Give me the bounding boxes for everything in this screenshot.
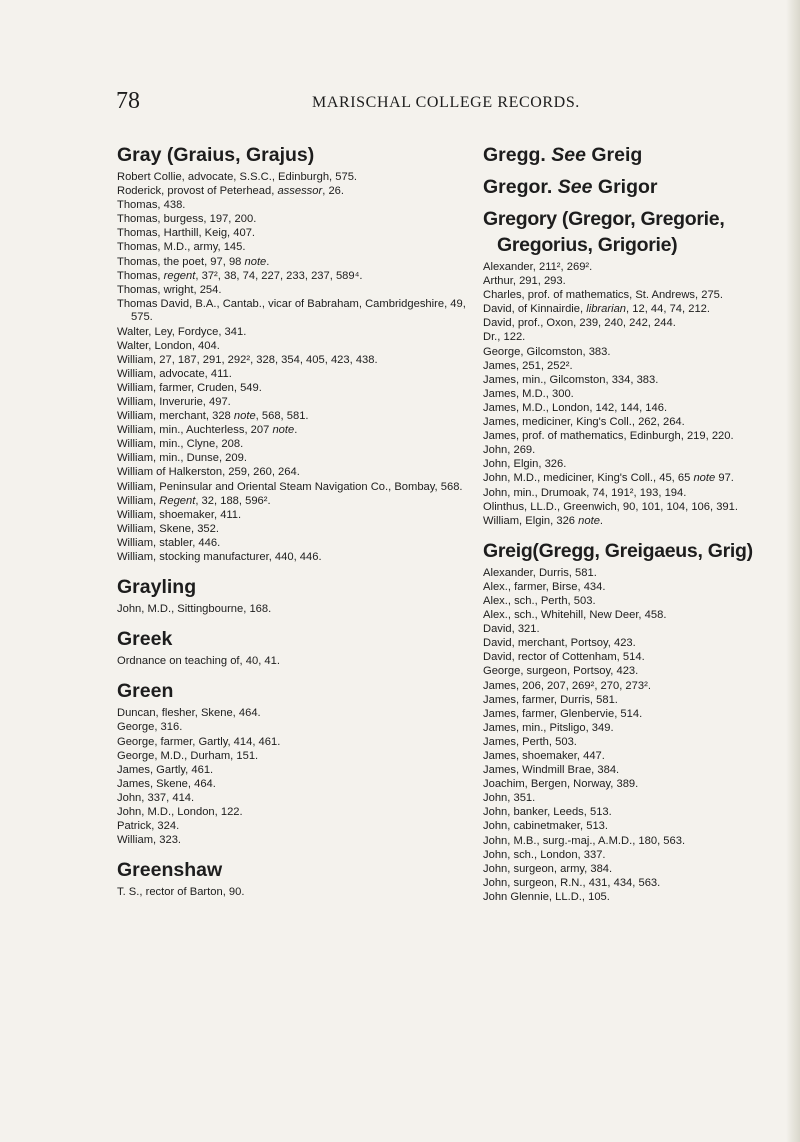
running-title: MARISCHAL COLLEGE RECORDS. — [312, 94, 580, 111]
list-item: Duncan, flesher, Skene, 464. — [117, 707, 261, 720]
list-item: John, 351. — [483, 792, 536, 805]
list-item: James, min., Pitsligo, 349. — [483, 721, 614, 734]
list-item: George, 316. — [117, 721, 183, 734]
list-item: Thomas, 438. — [117, 199, 186, 212]
heading-gray: Gray (Graius, Grajus) — [117, 144, 315, 166]
list-item: Thomas, M.D., army, 145. — [117, 241, 246, 254]
list-item: William, Skene, 352. — [117, 522, 219, 535]
heading-greenshaw: Greenshaw — [117, 859, 223, 882]
list-item: Thomas, wright, 254. — [117, 283, 222, 296]
list-item: James, shoemaker, 447. — [483, 750, 605, 762]
entry-text: William, merchant, 328 note, 568, 581. — [117, 410, 309, 423]
list-item — [117, 270, 473, 284]
entry-text: William, min., Auchterless, 207 note. — [117, 424, 298, 437]
heading-gregg-name: Gregg. — [483, 144, 546, 166]
list-item — [483, 515, 783, 529]
list-item: James, min., Gilcomston, 334, 383. — [483, 373, 659, 386]
list-item: John, 269. — [483, 444, 536, 457]
heading-greek: Greek — [117, 628, 173, 651]
entry-text: John, M.D., mediciner, King's Coll., 45, 65 note 97. — [483, 472, 734, 485]
list-item: William, Inverurie, 497. — [117, 396, 231, 408]
list-item: George, farmer, Gartly, 414, 461. — [117, 735, 281, 748]
greek-entries — [117, 655, 473, 669]
cross-reference: Greig — [591, 144, 643, 166]
heading-gregory — [483, 206, 783, 258]
list-item: George, Gilcomston, 383. — [483, 345, 611, 358]
list-item: John, cabinetmaker, 513. — [483, 820, 609, 833]
list-item — [117, 256, 473, 270]
list-item: John Glennie, LL.D., 105. — [483, 890, 610, 903]
list-item: James, 251, 252². — [483, 359, 573, 372]
list-item: David, prof., Oxon, 239, 240, 242, 244. — [483, 317, 676, 330]
list-item: David, merchant, Portsoy, 423. — [483, 637, 636, 650]
heading-green: Green — [117, 680, 174, 703]
list-item: John, min., Drumoak, 74, 191², 193, 194. — [483, 486, 687, 499]
list-item: James, M.D., London, 142, 144, 146. — [483, 401, 668, 414]
list-item: Charles, prof. of mathematics, St. Andrews, 275. — [483, 289, 724, 302]
list-item: William of Halkerston, 259, 260, 264. — [117, 466, 300, 479]
list-item — [117, 410, 473, 424]
list-item: William, advocate, 411. — [117, 367, 232, 380]
list-item: James, Gartly, 461. — [117, 763, 214, 776]
list-item: Alexander, 211², 269². — [483, 261, 593, 273]
greenshaw-entries — [117, 886, 473, 900]
list-item — [483, 472, 783, 486]
entry-text: Roderick, provost of Peterhead, assessor, 26. — [117, 185, 345, 198]
page-number: 78 — [116, 88, 140, 114]
heading-gregory-line2: Gregorius, Grigorie) — [497, 234, 678, 256]
list-item: John, Elgin, 326. — [483, 458, 567, 471]
list-item: Joachim, Bergen, Norway, 389. — [483, 778, 639, 791]
list-item: Alexander, Durris, 581. — [483, 566, 597, 579]
list-item: Thomas, burgess, 197, 200. — [117, 213, 257, 226]
list-item: David, rector of Cottenham, 514. — [483, 651, 645, 664]
entry-text: Thomas, regent, 37², 38, 74, 227, 233, 237, 589⁴. — [117, 269, 363, 282]
list-item: Patrick, 324. — [117, 820, 180, 833]
list-item — [117, 185, 473, 199]
entry-text: David, of Kinnairdie, librarian, 12, 44, 74, 212. — [483, 303, 711, 316]
cross-reference: Grigor — [597, 176, 658, 198]
list-item: David, 321. — [483, 623, 540, 636]
list-item: Ordnance on teaching of, 40, 41. — [117, 655, 280, 668]
right-column — [483, 142, 783, 905]
list-item: James, farmer, Glenbervie, 514. — [483, 707, 643, 720]
list-item: James, M.D., 300. — [483, 387, 574, 400]
heading-gregor-name: Gregor. — [483, 176, 553, 198]
list-item: Dr., 122. — [483, 331, 526, 344]
heading-gregory-line1: Gregory (Gregor, Gregorie, — [483, 208, 725, 230]
green-entries — [117, 707, 473, 847]
gregory-entries — [483, 261, 783, 528]
list-item — [117, 424, 473, 438]
list-item: William, min., Clyne, 208. — [117, 438, 244, 451]
list-item: Walter, London, 404. — [117, 339, 220, 352]
greig-entries — [483, 567, 783, 905]
left-column — [117, 142, 473, 900]
list-item: John, M.B., surg.-maj., A.M.D., 180, 563. — [483, 834, 686, 847]
list-item: James, Windmill Brae, 384. — [483, 764, 620, 777]
entry-text: Thomas, the poet, 97, 98 note. — [117, 255, 270, 268]
list-item: James, Perth, 503. — [483, 735, 577, 748]
heading-greig: Greig(Gregg, Greigaeus, Grig) — [483, 539, 753, 562]
list-item: T. S., rector of Barton, 90. — [117, 886, 245, 899]
list-item: William, shoemaker, 411. — [117, 508, 242, 521]
list-item — [483, 303, 783, 317]
list-item: John, M.D., Sittingbourne, 168. — [117, 603, 272, 616]
heading-gregor — [483, 174, 783, 200]
list-item: Thomas David, B.A., Cantab., vicar of Babraham, Cambridgeshire, 49, 575. — [117, 297, 466, 324]
list-item: John, M.D., London, 122. — [117, 805, 243, 818]
list-item: James, mediciner, King's Coll., 262, 264. — [483, 416, 685, 429]
list-item: John, surgeon, R.N., 431, 434, 563. — [483, 876, 661, 889]
heading-grayling: Grayling — [117, 576, 197, 599]
gray-entries — [117, 171, 473, 565]
list-item: Robert Collie, advocate, S.S.C., Edinburgh, 575. — [117, 171, 358, 183]
list-item: George, surgeon, Portsoy, 423. — [483, 665, 639, 678]
list-item: John, surgeon, army, 384. — [483, 862, 613, 875]
list-item: William, stocking manufacturer, 440, 446. — [117, 551, 322, 564]
list-item — [117, 495, 473, 509]
see-label: See — [557, 176, 593, 198]
list-item: James, prof. of mathematics, Edinburgh, 219, 220. — [483, 430, 734, 443]
list-item: William, Peninsular and Oriental Steam Navigation Co., Bombay, 568. — [117, 480, 463, 493]
list-item: James, farmer, Durris, 581. — [483, 693, 618, 706]
see-label: See — [551, 144, 586, 166]
list-item: Arthur, 291, 293. — [483, 275, 566, 288]
list-item: Walter, Ley, Fordyce, 341. — [117, 325, 247, 338]
list-item: James, Skene, 464. — [117, 777, 216, 790]
list-item: William, farmer, Cruden, 549. — [117, 381, 262, 394]
list-item: John, banker, Leeds, 513. — [483, 806, 612, 819]
list-item: Alex., sch., Whitehill, New Deer, 458. — [483, 609, 667, 622]
entry-text: William, Regent, 32, 188, 596². — [117, 494, 271, 507]
list-item: Olinthus, LL.D., Greenwich, 90, 101, 104, 106, 391. — [483, 500, 738, 513]
list-item: Alex., farmer, Birse, 434. — [483, 580, 606, 593]
list-item: William, min., Dunse, 209. — [117, 452, 247, 465]
list-item: William, stabler, 446. — [117, 536, 221, 549]
page-edge-shadow — [786, 0, 800, 1142]
entry-text: William, Elgin, 326 note. — [483, 514, 604, 527]
list-item: William, 323. — [117, 834, 182, 847]
grayling-entries — [117, 603, 473, 617]
heading-gregg — [483, 142, 783, 168]
list-item: Alex., sch., Perth, 503. — [483, 594, 596, 607]
list-item: Thomas, Harthill, Keig, 407. — [117, 227, 256, 240]
list-item: John, 337, 414. — [117, 791, 195, 804]
list-item: William, 27, 187, 291, 292², 328, 354, 405, 423, 438. — [117, 353, 378, 366]
list-item: John, sch., London, 337. — [483, 848, 606, 861]
running-head — [116, 86, 716, 116]
list-item: George, M.D., Durham, 151. — [117, 749, 259, 762]
list-item: James, 206, 207, 269², 270, 273². — [483, 679, 651, 692]
